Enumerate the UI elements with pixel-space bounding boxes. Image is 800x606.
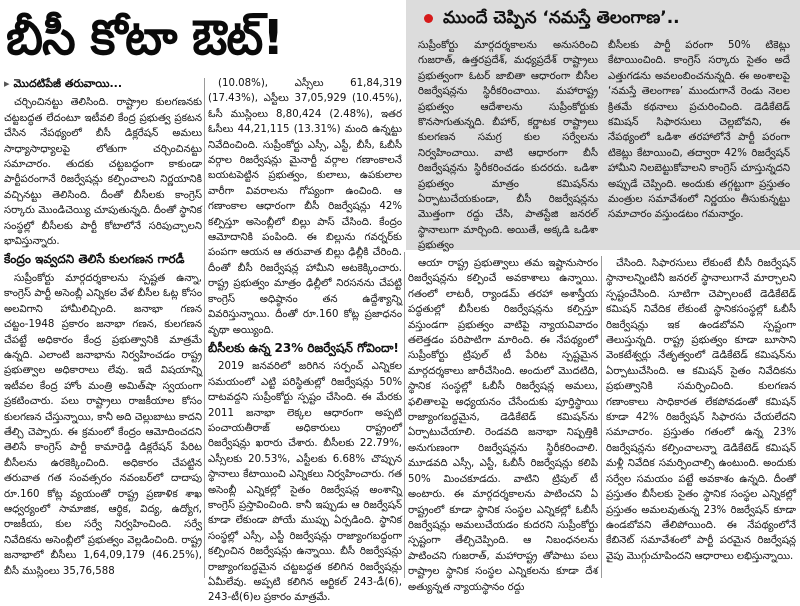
- column-3-paragraph-1: ఆయా రాష్ట్ర ప్రభుత్వాలు తమ ఇష్టానుసారం రిజర్వేషన్లను కల్పించే అవకాశాలు ఉన్నాయి. గతంలో లాటరీ, ర్యాండమ్ తరహా అశాస్త్రీయ పద్ధతుల్లో బీసీలకు రిజర్వేషన్లను కల్పిస్తూ వస్తుండగా ప్రభుత్వం వాటిపై న్యాయవివాదం తలెత్తడం పరిపాటిగా మారింది. ఈ నేపథ్యంలో సుప్రీంకోర్టు ట్రిపుల్ టీ పేరిట స్పష్టమైన మార్గదర్శకాలు జారీచేసింది. అందులో మొదటిది, స్థానిక సంస్థల్లో ఓబీసీ రిజర్వేషన్ల అమలు, ఫలితాలపై అధ్యయనం చేసేందుకు పూర్తిస్థాయి రాజ్యాంగబద్ధమైన, డెడికేటెడ్ కమిషన్‌ను ఏర్పాటుచేయాలి. రెండవది జనాభా నిష్పత్తికి అనుగుణంగా రిజర్వేషన్లను స్థిరీకరించాలి. మూడవది ఎస్సీ, ఎస్టీ, ఓబీసీ రిజర్వేషన్లు కలిపి 50% మించకూడదు. వాటిని ట్రిపుల్ టీ అంటారు. ఈ మార్గదర్శకాలను పాటించని ఏ రాష్ట్రంలో కూడా స్థానిక సంస్థల ఎన్నికల్లో ఓబీసీ రిజర్వేషన్లు అమలుచేయడం కుదరని సుప్రీంకోర్టు స్పష్టంగా తేల్చిచెప్పింది. ఆ నిబంధనలను పాటించని గుజరాత్, మహారాష్ట్ర తోపాటు పలు రాష్ట్రాల స్థానిక సంస్థల ఎన్నికలను కూడా దేశ అత్యున్నత న్యాయస్థానం రద్దు: [408, 258, 598, 593]
- continuation-kicker: ▸ మొదటిపేజీ తరువాయి...: [4, 77, 123, 90]
- column-2-paragraph-1: (10.08%), ఎస్సీలు 61,84,319 (17.43%), ఎస్టీలు 37,05,929 (10.45%), ఓసీ ముస్లింలు 8,80,424 (2.48%), ఇతర ఓసీలు 44,21,115 (13.31%) మంది ఉన్నట్టు నివేదించింది. సుప్రీంకోర్టు ఎస్సీ, ఎస్టీ, బీసీ, ఓబీసీ వర్గాల రిజర్వేషన్లు మైనార్టీ వర్గాల గణాంకాలనే బయటపెట్టిన ప్రభుత్వం, కులాలు, ఉపకులాల వారీగా వివరాలను గోప్యంగా ఉంచింది. ఆ గణాంకాల ఆధారంగా బీసీ రిజర్వేషన్లు 42% కల్పిస్తూ అసెంబ్లీలో బిల్లు పాస్ చేసింది. కేంద్రం ఆమోదానికి పంపింది. ఈ బిల్లును గవర్నర్‌కు పంపగా ఆయన ఆ తరువాత బిల్లు ఢిల్లీకి చేరింది. దీంతో బీసీ రిజర్వేషన్ల హామీని అటకెక్కించారు. రాష్ట్ర ప్రభుత్వం మాత్రం ఢిల్లీలో నిరసనను చేపట్టి కాంగ్రెస్ అధిష్ఠానం తన ఉద్దేశ్యాన్ని వివరిస్తున్నాయి. దీంతో రూ.160 కోట్ల ప్రజాధనం వృథా అయ్యింది.: [208, 78, 402, 336]
- column-divider: [204, 78, 205, 578]
- sidebar-box: [406, 0, 800, 250]
- column-1-paragraph-1: చర్చించినట్టు తెలిసింది. రాష్ట్రాల కులగణనకు చట్టబద్ధత లేదంటూ ఇటీవలి కేంద్ర ప్రభుత్వ ప్రకటన చేసిన నేపథ్యంలో బీసీ డిక్లరేషన్ అమలు సాధ్యాసాధ్యాలపై లోతుగా చర్చించినట్టు సమాచారం. తుదకు చట్టబద్ధంగా కాకుండా పార్టీపరంగానే రిజర్వేషన్లు కల్పించాలని నిర్ణయానికి వచ్చినట్టు తెలిసింది. దీంతో బీసీలకు కాంగ్రెస్ సర్కారు మొండిచెయ్యి చూపుతున్నది. దీంతో స్థానిక సంస్థల్లో బీసీలకు పార్టీ కోటాలోనే సరిపుచ్చాలని భావిస్తున్నారు.: [4, 97, 202, 248]
- sidebar-column-a: సుప్రీంకోర్టు మార్గదర్శకాలను అనుసరించి గుజరాత్, ఉత్తరప్రదేశ్, మధ్యప్రదేశ్ రాష్ట్రాలు ప్రభుత్వంగా ఓటర్ జాబితా ఆధారంగా బీసీల రిజర్వేషన్లను స్థిరీకరించాయి. మహారాష్ట్ర ప్రభుత్వం ఆదేశాలను సుప్రీంకోర్టుకు కొనసాగుతున్నది. బీహార్, కర్ణాటక రాష్ట్రాలు కులగణన సమగ్ర కుల సర్వేలను నిర్వహించాయి. వాటి ఆధారంగా బీసీ రిజర్వేషన్లను స్థిరీకరించడం కుదరదు. ఒడిశా ప్రభుత్వం మాత్రం కమిషన్‌ను ఏర్పాటుచేయకుండా, బీసీ రిజర్వేషన్లను మొత్తంగా రద్దు చేసి, పాతస్టేజి జనరల్ స్థానాలుగా మార్చింది. అయితే, అక్కడి ఒడిశా ప్రభుత్వం: [418, 40, 598, 252]
- subheading-1: కేంద్రం ఇవ్వదని తెలిసే కులగణన గారడీ: [4, 252, 185, 267]
- column-2-paragraph-2: 2019 జనవరిలో జరిగిన సర్పంచ్ ఎన్నికల సమయంలో ఎట్టి పరిస్థితుల్లో రిజర్వేషన్లు 50% దాటవద్దని సుప్రీంకోర్టు స్పష్టం చేసింది. ఈ మేరకు 2011 జనాభా లెక్కల ఆధారంగా అప్పటి పంచాయతీరాజ్ అధికారులు రాష్ట్రంలో రిజర్వేషన్లు ఖరారు చేశారు. బీసీలకు 22.79%, ఎస్సీలకు 20.53%, ఎస్టీలకు 6.68% చొప్పున స్థానాలు కేటాయించి ఎన్నికలు నిర్వహించారు. గత అసెంబ్లీ ఎన్నికల్లో సైతం రిజర్వేషన్ల అంశాన్ని కాంగ్రెస్ ప్రస్తావించింది. కానీ ఇప్పుడు ఆ రిజర్వేషన్‌ కూడా లేకుండా పోయే ముప్పు ఏర్పడింది. స్థానిక సంస్థల్లో ఎస్సీ, ఎస్టీ రిజర్వేషన్లు రాజ్యాంగబద్ధంగా కల్పించిన రిజర్వేషన్లు ఉన్నాయి. బీసీ రిజర్వేషన్లు రాజ్యాంగబద్ధమైన చట్టబద్ధత కలిగిన రిజర్వేషన్లు ఏమీలేవు. అప్పటి కలిగిన ఆర్టికల్ 243-డీ(6), 243-టీ(6)ల ప్రకారం మాత్రమే.: [208, 361, 402, 604]
- column-divider: [404, 252, 405, 578]
- sidebar-column-b: బీసీలకు పార్టీ పరంగా 50% టికెట్లు కేటాయించింది. కాంగ్రెస్ సర్కారు సైతం అదే ఎత్తుగడను అవలంబించనున్నది. ఈ అంశాలపై ‘నమస్తే తెలంగాణ’ ముందుగానే రెండు నెలల క్రితమే కథనాలు ప్రచురించింది. డెడికేటెడ్ కమిషన్ సిఫారసులు చెల్లబోవని, ఈ నేపథ్యంలో ఒడిశా తరహాలోనే పార్టీ పరంగా టికెట్లు కేటాయించి, తద్వారా 42% రిజర్వేషన్ హామీని నిలబెట్టుకోవాలని కాంగ్రెస్ చూస్తున్నదని అప్పుడే చెప్పింది. అందుకు తగ్గట్టుగా ప్రస్తుతం మంత్రుల సమావేశంలో నిర్ణయం తీసుకున్నట్టు సమాచారం వస్తుండటం గమనార్హం.: [608, 40, 790, 221]
- column-4-paragraph-1: చేసింది. సిఫారసులు లేకుంటే బీసీ రిజర్వేషన్ స్థానాలన్నింటినీ జనరల్ స్థానాలుగానే మార్చాలని స్పష్టంచేసింది. సూటిగా చెప్పాలంటే డెడికేటెడ్ కమిషన్ నివేదిక లేకుంటే స్థానికసంస్థల్లో ఓబీసీ రిజర్వేషన్లు ఇక ఉండబోవని స్పష్టంగా తెలుస్తున్నది. రాష్ట్ర ప్రభుత్వం కూడా బూసాని వెంకటేశ్వర్లు నేతృత్వంలో డెడికేటెడ్ కమిషన్‌ను ఏర్పాటుచేసింది. ఆ కమిషన్ సైతం నివేదికను ప్రభుత్వానికి సమర్పించింది. కులగణన గణాంకాలు సాధికారత లేకపోవడంతో కమిషన్ కూడా 42% రిజర్వేషన్ సిఫారసు చేయలేదని సమాచారం. ప్రస్తుతం గతంలో ఉన్న 23% రిజర్వేషన్లను కల్పించాలన్నా డెడికేటెడ్ కమిషన్ మళ్లీ నివేదిక సమర్పించాల్సి ఉంటుంది. అందుకు సర్వేల సమయం పట్టే అవకాశం ఉన్నది. దీంతో ప్రస్తుతం బీసీలకు సైతం స్థానిక సంస్థల ఎన్నికల్లో ప్రస్తుతం అమలవుతున్న 23% రిజర్వేషన్ కూడా ఉండబోవని తేలిపోయింది. ఈ నేపథ్యంలోనే కేబినెట్ సమావేశంలో పార్టీ పరమైన రిజర్వేషన్ల వైపు మొగ్గుచూపిందని ఆధారాలు లభిస్తున్నాయి.: [606, 258, 796, 562]
- article-column-3: [408, 256, 598, 593]
- headline: బీసీ కోటా ఔట్!: [6, 10, 284, 66]
- article-column-4: [606, 256, 796, 582]
- sidebar-title-text: ముందే చెప్పిన ‘నమస్తే తెలంగాణ’..: [443, 8, 680, 28]
- subheading-2: బీసీలకు ఉన్న 23% రిజర్వేషన్ గోవిందా!: [208, 340, 399, 355]
- article-column-1: [4, 76, 202, 582]
- column-1-paragraph-2: సుప్రీంకోర్టు మార్గదర్శకాలను స్పష్టత ఉన్నా, కాంగ్రెస్ పార్టీ అసెంబ్లీ ఎన్నికల వేళ బీసీల ఓట్ల కోసం అలవిగాని హామీలిచ్చింది. జనాభా గణన చట్టం-1948 ప్రకారం జనాభా గణన, కులగణన చేపట్టే అధికారం కేంద్ర ప్రభుత్వానికి మాత్రమే ఉన్నది. ఎలాంటి జనాభాను నిర్వహించడం రాష్ట్ర ప్రభుత్వాల అధికారాలు లేవు. ఇదే విషయాన్ని ఇటీవల కేంద్ర హోం మంత్రి అమిత్‌షా స్వయంగా ప్రకటించారు. పలు రాష్ట్రాలు రాజకీయాల కోసం కులగణన చేస్తున్నాయి, కానీ అది చెల్లుబాటు కాదని తేల్చి చెప్పారు. ఈ క్రమంలో కేంద్రం ఆమోదించదని తెలిసే కాంగ్రెస్ పార్టీ కామారెడ్డి డిక్లరేషన్ పేరిట బీసీలను ఉరకెక్కించింది. అధికారం చేపట్టిన తరువాత గత సంవత్సరం నవంబర్‌లో దాదాపు రూ.160 కోట్ల వ్యయంతో రాష్ట్ర ప్రణాళిక శాఖ ఆధ్వర్యంలో సామాజిక, ఆర్థిక, విద్య, ఉద్యోగ, రాజకీయ, కుల సర్వే నిర్వహించింది. సర్వే నివేదికను అసెంబ్లీలో ప్రభుత్వం వెల్లడించింది. రాష్ట్ర జనాభాలో బీసీలు 1,64,09,179 (46.25%), బీసీ ముస్లింలు 35,76,588: [4, 272, 202, 577]
- arrow-icon: ▸: [4, 77, 10, 90]
- article-column-2: [208, 76, 402, 604]
- sidebar-title: [424, 8, 794, 34]
- bullet-dot-icon: [424, 14, 433, 23]
- column-divider: [601, 256, 602, 578]
